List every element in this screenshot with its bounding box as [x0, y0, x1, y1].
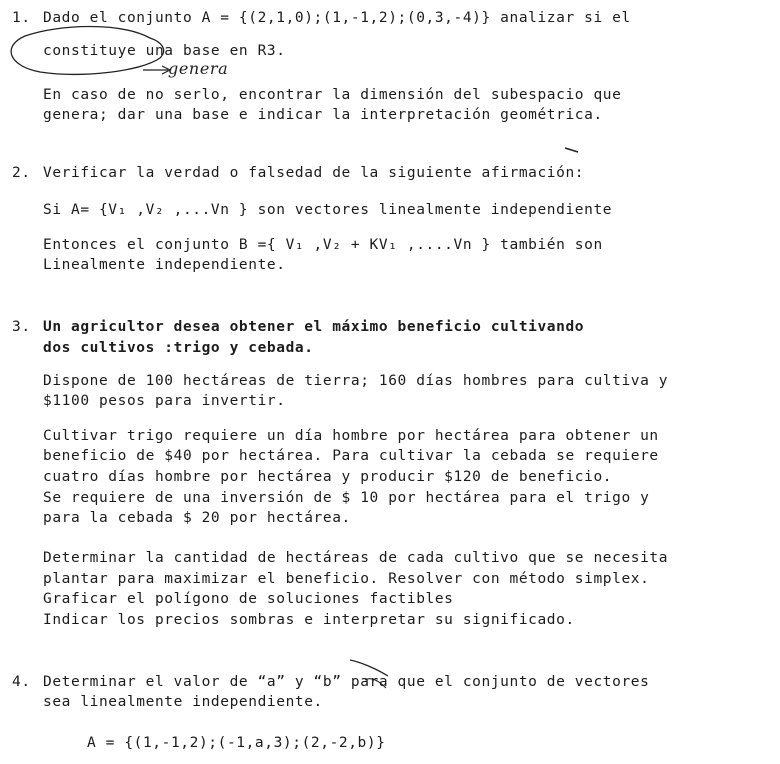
problem-4-number: 4.	[12, 674, 31, 690]
problem-2-line-4: Linealmente independiente.	[43, 257, 286, 273]
problem-1-line-3: En caso de no serlo, encontrar la dimensión del subespacio que	[43, 87, 622, 103]
problem-3-number: 3.	[12, 319, 31, 335]
problem-3-line-6: beneficio de $40 por hectárea. Para cultivar la cebada se requiere	[43, 448, 659, 464]
problem-2-line-1: Verificar la verdad o falsedad de la siguiente afirmación:	[43, 165, 585, 181]
problem-3-line-1: Un agricultor desea obtener el máximo beneficio cultivando	[43, 319, 585, 335]
problem-3-line-13: Indicar los precios sombras e interpretar su significado.	[43, 612, 575, 628]
problem-4-line-2: sea linealmente independiente.	[43, 694, 323, 710]
problem-1-number: 1.	[12, 10, 31, 26]
problem-3-line-10: Determinar la cantidad de hectáreas de cada cultivo que se necesita	[43, 550, 669, 566]
problem-1-line-2: constituye una base en R3.	[43, 43, 286, 59]
problem-2-line-2: Si A= {V₁ ,V₂ ,...Vn } son vectores linealmente independiente	[43, 202, 613, 218]
problem-4-line-1: Determinar el valor de “a” y “b” para que el conjunto de vectores	[43, 674, 650, 690]
problem-2-line-3: Entonces el conjunto B ={ V₁ ,V₂ + KV₁ ,....Vn } también son	[43, 237, 603, 253]
problem-3-line-9: para la cebada $ 20 por hectárea.	[43, 510, 351, 526]
problem-3-line-3: Dispone de 100 hectáreas de tierra; 160 días hombres para cultiva y	[43, 373, 669, 389]
problem-1-line-1: Dado el conjunto A = {(2,1,0);(1,-1,2);(0,3,-4)} analizar si el	[43, 10, 631, 26]
problem-3-line-5: Cultivar trigo requiere un día hombre por hectárea para obtener un	[43, 428, 659, 444]
problem-3-line-7: cuatro días hombre por hectárea y producir $120 de beneficio.	[43, 469, 613, 485]
problem-3-line-11: plantar para maximizar el beneficio. Resolver con método simplex.	[43, 571, 650, 587]
problem-2-number: 2.	[12, 165, 31, 181]
problem-4-vector-set: A = {(1,-1,2);(-1,a,3);(2,-2,b)}	[87, 735, 386, 751]
problem-3-line-8: Se requiere de una inversión de $ 10 por hectárea para el trigo y	[43, 490, 650, 506]
handwritten-margin-note: genera	[168, 59, 229, 78]
problem-3-line-4: $1100 pesos para invertir.	[43, 393, 286, 409]
problem-1-line-4: genera; dar una base e indicar la interpretación geométrica.	[43, 107, 603, 123]
problem-3-line-2: dos cultivos :trigo y cebada.	[43, 340, 314, 356]
problem-3-line-12: Graficar el polígono de soluciones factibles	[43, 591, 454, 607]
